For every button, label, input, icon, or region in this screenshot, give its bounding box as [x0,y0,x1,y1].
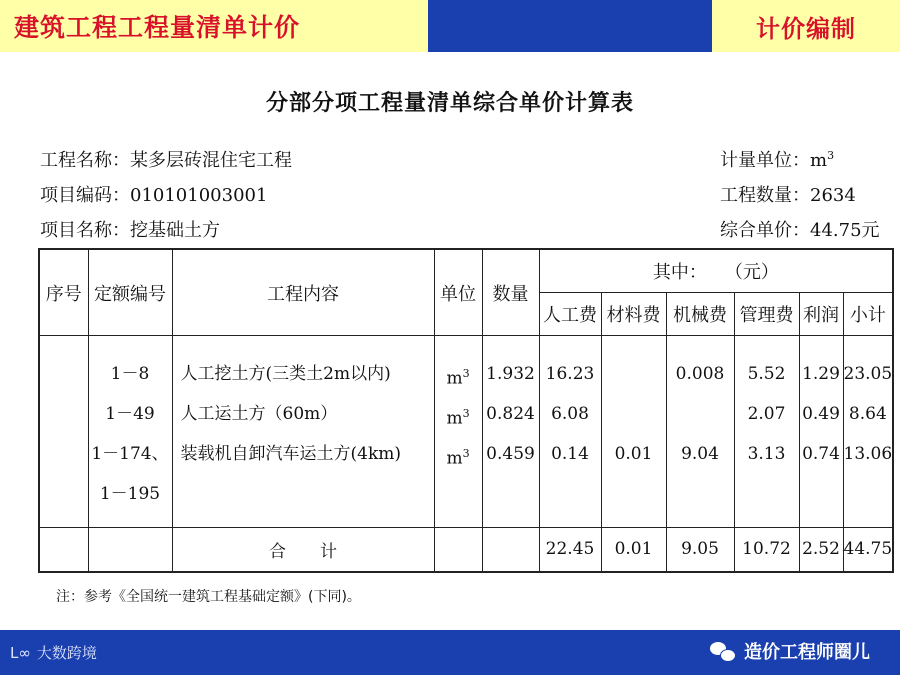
unit-text: m [446,368,463,389]
management-value: 2.07 [747,404,786,424]
machine-value [667,394,734,434]
management-cell [734,336,799,528]
total-unit-cell [434,528,482,572]
project-name-line [40,146,292,172]
header-machine: 机械费 [666,293,734,336]
profit-value: 1.29 [802,364,840,384]
quantity-value: 0.824 [486,404,535,424]
header-seq: 序号 [39,249,88,336]
calculation-table-wrap [38,248,894,573]
header-profit: 利润 [799,293,843,336]
header-quantity: 数量 [482,249,539,336]
seq-cell [39,336,88,528]
unit-power: 3 [462,367,470,380]
unit-price-line [720,216,880,242]
header-cost-group: 其中： （元） [539,249,893,293]
header-unit: 单位 [434,249,482,336]
calculation-table [38,248,894,573]
subtotal-cell [843,336,893,528]
quantity-line [720,181,856,207]
total-seq-cell [39,528,88,572]
header-content: 工程内容 [172,249,434,336]
labor-value: 0.14 [551,444,589,464]
item-name-value: 挖基础土方 [130,220,220,241]
header-subtotal: 小计 [843,293,893,336]
quantity-label: 工程数量： [720,185,810,206]
footer-right-brand [710,638,870,664]
total-quantity-cell [482,528,539,572]
total-row [39,528,893,572]
item-name-line [40,216,220,242]
material-value: 0.01 [614,444,653,464]
unit-price-value: 44.75元 [810,220,880,241]
header-bar [0,0,900,52]
header-material: 材料费 [601,293,666,336]
unit-power: 3 [462,407,470,420]
labor-value: 6.08 [551,404,589,424]
header-title: 建筑工程工程量清单计价 [14,13,301,42]
unit-cell [434,336,482,528]
total-code-cell [88,528,172,572]
unit-entry [435,434,482,474]
footer-left-brand-text: 大数跨境 [36,644,97,662]
quota-code: 1－174、 [91,444,169,464]
header-title-panel [0,0,428,52]
quota-code-cell [88,336,172,528]
unit-entry [435,354,482,394]
header-section-panel [712,0,900,52]
material-cell [601,336,666,528]
unit-power: 3 [827,149,835,162]
management-value: 5.52 [747,364,786,384]
header-labor: 人工费 [539,293,601,336]
labor-value: 16.23 [545,364,595,384]
unit-power: 3 [462,447,470,460]
unit-label: 计量单位： [720,150,810,171]
total-profit: 2.52 [799,528,843,572]
quantity-value: 2634 [810,185,856,206]
quota-code: 1－49 [105,404,155,424]
subtotal-value: 8.64 [848,404,887,424]
item-code-line [40,181,267,207]
quantity-cell [482,336,539,528]
header-quota-code: 定额编号 [88,249,172,336]
total-label: 合 计 [172,528,434,572]
header-section-title: 计价编制 [756,14,856,43]
unit-text: m [446,448,463,469]
profit-cell [799,336,843,528]
labor-cell [539,336,601,528]
profit-value: 0.74 [802,444,840,464]
brand-logo-icon: L∞ [10,643,31,662]
total-labor: 22.45 [539,528,601,572]
table-body-row [39,336,893,528]
unit-text: m [446,408,463,429]
total-machine: 9.05 [666,528,734,572]
header-divider-band [428,0,712,52]
material-value [602,354,666,394]
quantity-value: 1.932 [486,364,535,384]
document-title: 分部分项工程量清单综合单价计算表 [265,91,634,116]
unit-line [720,146,834,172]
footer-bar [0,630,900,675]
total-subtotal: 44.75 [843,528,893,572]
management-value: 3.13 [747,444,786,464]
profit-value: 0.49 [802,404,840,424]
subtotal-value: 13.06 [843,444,893,464]
quantity-value: 0.459 [486,444,535,464]
machine-value: 0.008 [675,364,725,384]
machine-value: 9.04 [681,444,719,464]
quota-code: 1－8 [110,364,150,384]
work-content: 装载机自卸汽车运土方(4km) [180,444,402,464]
header-management: 管理费 [734,293,799,336]
unit-price-label: 综合单价： [720,220,810,241]
total-material: 0.01 [601,528,666,572]
wechat-icon [710,640,736,662]
footer-left-brand [10,642,97,663]
unit-entry [435,394,482,434]
material-value [602,394,666,434]
work-content: 人工挖土方(三类土2m以内) [180,364,391,384]
project-name-value: 某多层砖混住宅工程 [130,150,292,171]
content-cell [172,336,434,528]
project-name-label: 工程名称： [40,150,130,171]
footnote: 注：参考《全国统一建筑工程基础定额》(下同)。 [56,589,361,605]
item-code-label: 项目编码： [40,185,130,206]
machine-cell [666,336,734,528]
unit-value: m [810,150,828,171]
work-content: 人工运土方（60m） [180,404,338,424]
quota-code: 1－195 [99,484,161,504]
footer-right-brand-text: 造价工程师圈儿 [744,642,870,663]
item-name-label: 项目名称： [40,220,130,241]
item-code-value: 010101003001 [130,185,268,206]
subtotal-value: 23.05 [843,364,893,384]
total-management: 10.72 [734,528,799,572]
